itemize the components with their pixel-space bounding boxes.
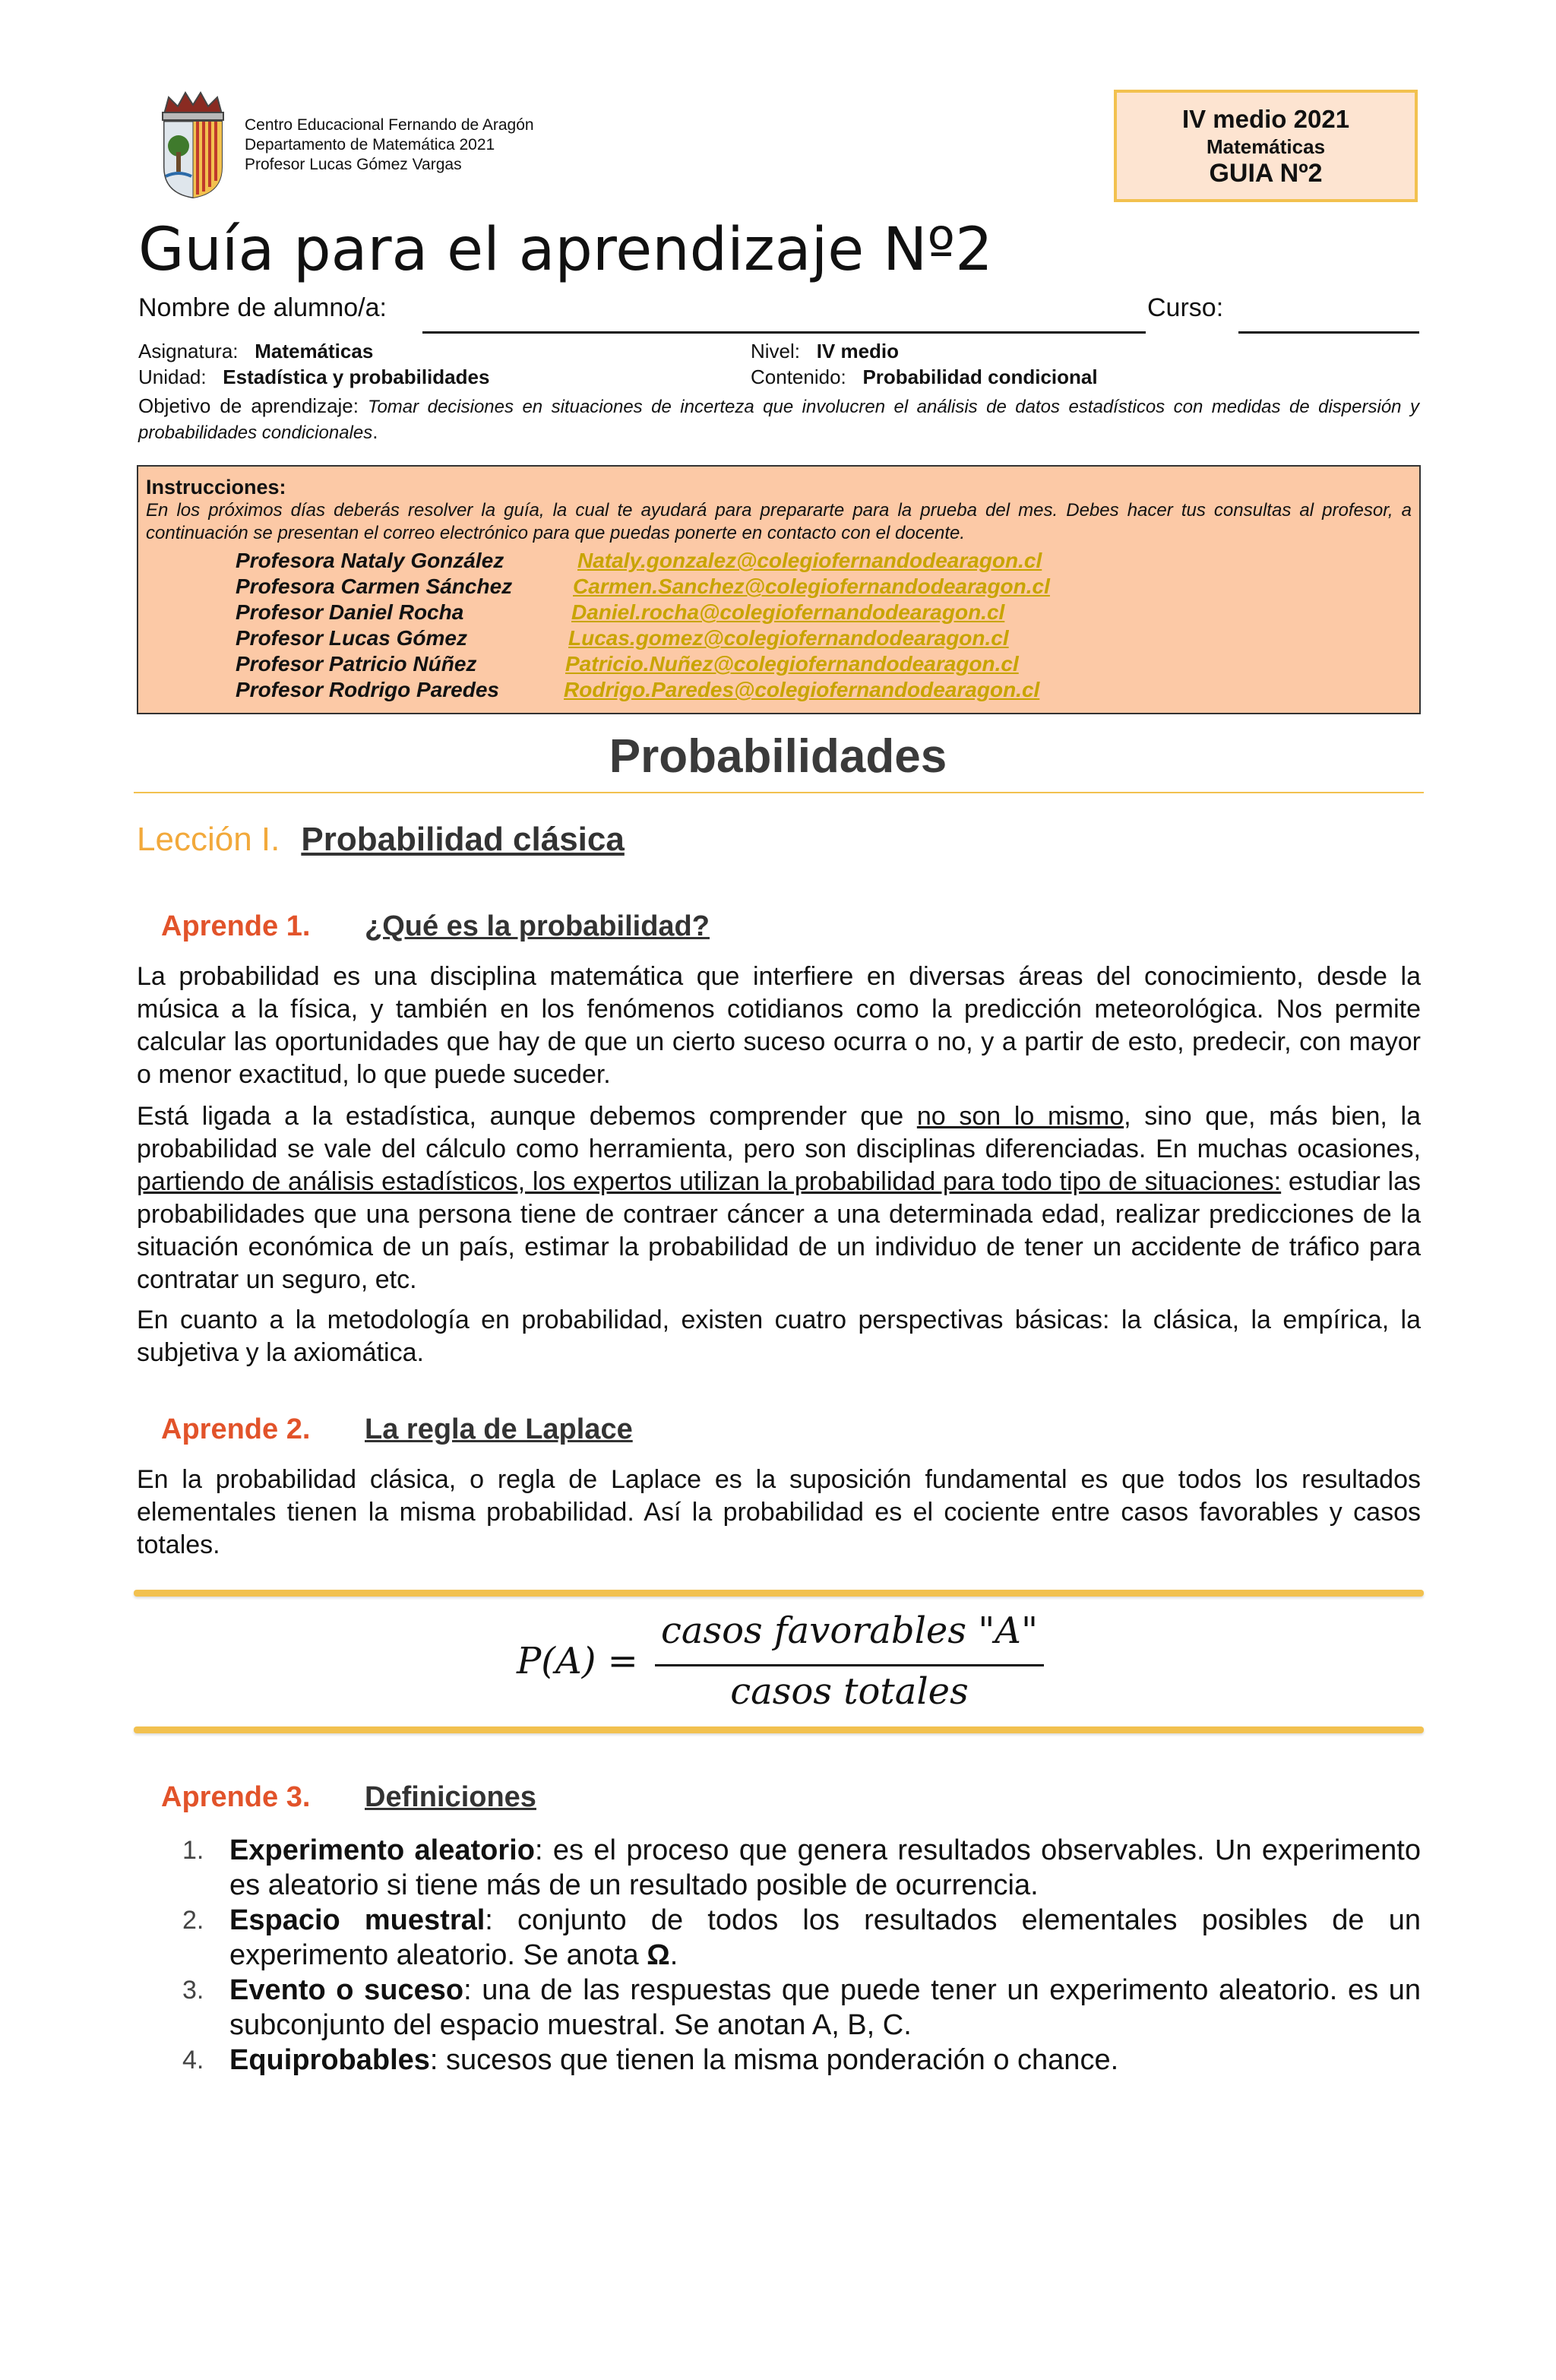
aprende-3-title: Definiciones [365, 1781, 536, 1813]
laplace-formula [0, 1603, 1556, 1717]
teacher-name: Profesora Nataly González [236, 549, 504, 572]
school-crest-icon [158, 91, 228, 199]
teacher-name: Profesor Lucas Gómez [236, 626, 467, 650]
teacher-name: Profesor Lucas Gómez Vargas [245, 156, 462, 173]
teacher-email-link[interactable]: Lucas.gomez@colegiofernandodearagon.cl [568, 626, 1009, 650]
department-name: Departamento de Matemática 2021 [245, 136, 495, 153]
badge-subject: Matemáticas [1206, 135, 1326, 158]
aprende-1-paragraph-3: En cuanto a la metodología en probabilidad, existen cuatro perspectivas básicas: la clásica, la empírica, la subjetiva y la axiomática. [137, 1306, 1421, 1367]
meta-unidad [138, 365, 489, 389]
formula-fraction-bar [655, 1664, 1044, 1666]
section-divider [134, 792, 1424, 793]
formula-top-rule [134, 1590, 1424, 1597]
instructions-title: Instrucciones: [146, 476, 286, 498]
aprende-2-heading [161, 1413, 633, 1446]
aprende-3-key: Aprende 3. [161, 1781, 311, 1813]
contenido-label: Contenido: [751, 366, 846, 388]
p2-underline-2: partiendo de análisis estadísticos, los expertos utilizan la probabilidad para todo tipo de situaciones: [137, 1167, 1282, 1196]
teacher-email-link[interactable]: Carmen.Sanchez@colegiofernandodearagon.cl [573, 574, 1050, 598]
p2-text-c: estudiar las probabilidades que una persona tiene de contraer cáncer a una determinada edad, realizar predicciones de la situación económica de un país, estimar la probabilidad de un individuo de tener un accidente de tráfico para contratar un seguro, etc. [137, 1167, 1421, 1294]
p2-text-b: , sino que, más bien, la probabilidad se vale del cálculo como herramienta, pero son disciplinas diferenciadas. En muchas ocasiones, [137, 1102, 1421, 1163]
item-number: 4. [182, 2046, 204, 2075]
learning-objective [138, 394, 1419, 445]
item-number: 1. [182, 1836, 204, 1865]
aprende-1-heading [161, 910, 710, 943]
asignatura-label: Asignatura: [138, 340, 239, 362]
teacher-name: Profesor Patricio Núñez [236, 652, 477, 676]
teacher-email-link[interactable]: Patricio.Nuñez@colegiofernandodearagon.cl [565, 652, 1019, 676]
course-line[interactable] [1238, 331, 1419, 334]
contenido-value: Probabilidad condicional [862, 366, 1098, 388]
aprende-1-paragraph-1: La probabilidad es una disciplina matemática que interfiere en diversas áreas del conocimiento, desde la música a la física, y también en los fenómenos cotidianos como la predicción meteorológica. Nos permite calcular las oportunidades que hay de que un cierto suceso ocurra o no, y a partir de esto, predecir, con mayor o menor exactitud, lo que puede suceder. [137, 962, 1421, 1089]
definition-item [182, 1973, 1421, 2043]
school-name: Centro Educacional Fernando de Aragón [245, 116, 534, 134]
student-name-line[interactable] [422, 331, 1146, 334]
aprende-1-title: ¿Qué es la probabilidad? [365, 910, 710, 942]
aprende-2-title: La regla de Laplace [365, 1413, 633, 1445]
objective-label: Objetivo de aprendizaje: [138, 394, 359, 417]
section-title: Probabilidades [609, 730, 947, 783]
definition-end: . [669, 1939, 678, 1971]
formula-lhs: P(A) = [517, 1640, 638, 1682]
definition-text: : es el proceso que genera resultados observables. Un experimento es aleatorio si tiene más de un resultado posible de ocurrencia. [229, 1834, 1421, 1901]
teacher-email-link[interactable]: Rodrigo.Paredes@colegiofernandodearagon.cl [564, 678, 1040, 701]
p2-underline-1: no son lo mismo [916, 1102, 1124, 1131]
item-number: 3. [182, 1976, 204, 2005]
item-number: 2. [182, 1906, 204, 1935]
aprende-2-key: Aprende 2. [161, 1413, 311, 1445]
badge-guide: GUIA Nº2 [1209, 159, 1323, 188]
teacher-email-link[interactable]: Daniel.rocha@colegiofernandodearagon.cl [571, 600, 1005, 624]
definition-term: Equiprobables [229, 2044, 430, 2076]
course-label: Curso: [1147, 293, 1224, 322]
teacher-email-link[interactable]: Nataly.gonzalez@colegiofernandodearagon.cl [577, 549, 1042, 572]
definition-text: : una de las respuestas que puede tener un experimento aleatorio. es un subconjunto del espacio muestral. Se anotan A, B, C. [229, 1974, 1421, 2041]
nivel-label: Nivel: [751, 340, 801, 362]
definition-item [182, 1903, 1421, 1973]
definition-term: Espacio muestral [229, 1904, 485, 1936]
formula-bottom-rule [134, 1726, 1424, 1733]
unidad-value: Estadística y probabilidades [223, 366, 490, 388]
student-name-label: Nombre de alumno/a: [138, 293, 387, 322]
meta-asignatura [138, 339, 373, 363]
badge-level: IV medio 2021 [1181, 105, 1350, 133]
nivel-value: IV medio [816, 340, 900, 362]
definition-term: Experimento aleatorio [229, 1834, 535, 1866]
aprende-3-heading [161, 1781, 536, 1814]
asignatura-value: Matemáticas [255, 340, 374, 362]
definition-term: Evento o suceso [229, 1974, 464, 2006]
page-title: Guía para el aprendizaje Nº2 [138, 216, 993, 284]
teacher-name: Profesora Carmen Sánchez [236, 574, 513, 598]
formula-denominator: casos totales [730, 1670, 969, 1713]
definition-text: : conjunto de todos los resultados elementales posibles de un experimento aleatorio. Se anota [229, 1904, 1421, 1971]
course-badge [1114, 90, 1418, 202]
aprende-2-paragraph: En la probabilidad clásica, o regla de Laplace es la suposición fundamental es que todos los resultados elementales tienen la misma probabilidad. Así la probabilidad es el cociente entre casos favorables y casos totales. [137, 1465, 1421, 1559]
unidad-label: Unidad: [138, 366, 207, 388]
objective-end: . [372, 420, 378, 443]
objective-text: Tomar decisiones en situaciones de incerteza que involucren el análisis de datos estadísticos con medidas de dispersión y probabilidades condicionales [138, 397, 1419, 443]
lesson-title: Probabilidad clásica [301, 821, 625, 858]
instructions-text: En los próximos días deberás resolver la guía, la cual te ayudará para prepararte para la prueba del mes. Debes hacer tus consultas al profesor, a continuación se presentan el correo electrónico para que puedas ponerte en contacto con el docente. [146, 500, 1412, 543]
meta-contenido [751, 365, 1098, 389]
lesson-heading [137, 821, 625, 859]
definition-text: : sucesos que tienen la misma ponderación o chance. [429, 2044, 1119, 2076]
aprende-1-key: Aprende 1. [161, 910, 311, 942]
formula-numerator: casos favorables "A" [660, 1609, 1039, 1652]
definition-item [182, 2043, 1421, 2078]
meta-nivel [751, 339, 899, 363]
omega-symbol: Ω [647, 1939, 670, 1971]
teacher-name: Profesor Rodrigo Paredes [236, 678, 499, 701]
teacher-name: Profesor Daniel Rocha [236, 600, 464, 624]
aprende-1-paragraph-2 [137, 1100, 1421, 1296]
p2-text-a: Está ligada a la estadística, aunque debemos comprender que [137, 1102, 917, 1131]
lesson-key: Lección I. [137, 821, 280, 858]
definition-item [182, 1833, 1421, 1903]
